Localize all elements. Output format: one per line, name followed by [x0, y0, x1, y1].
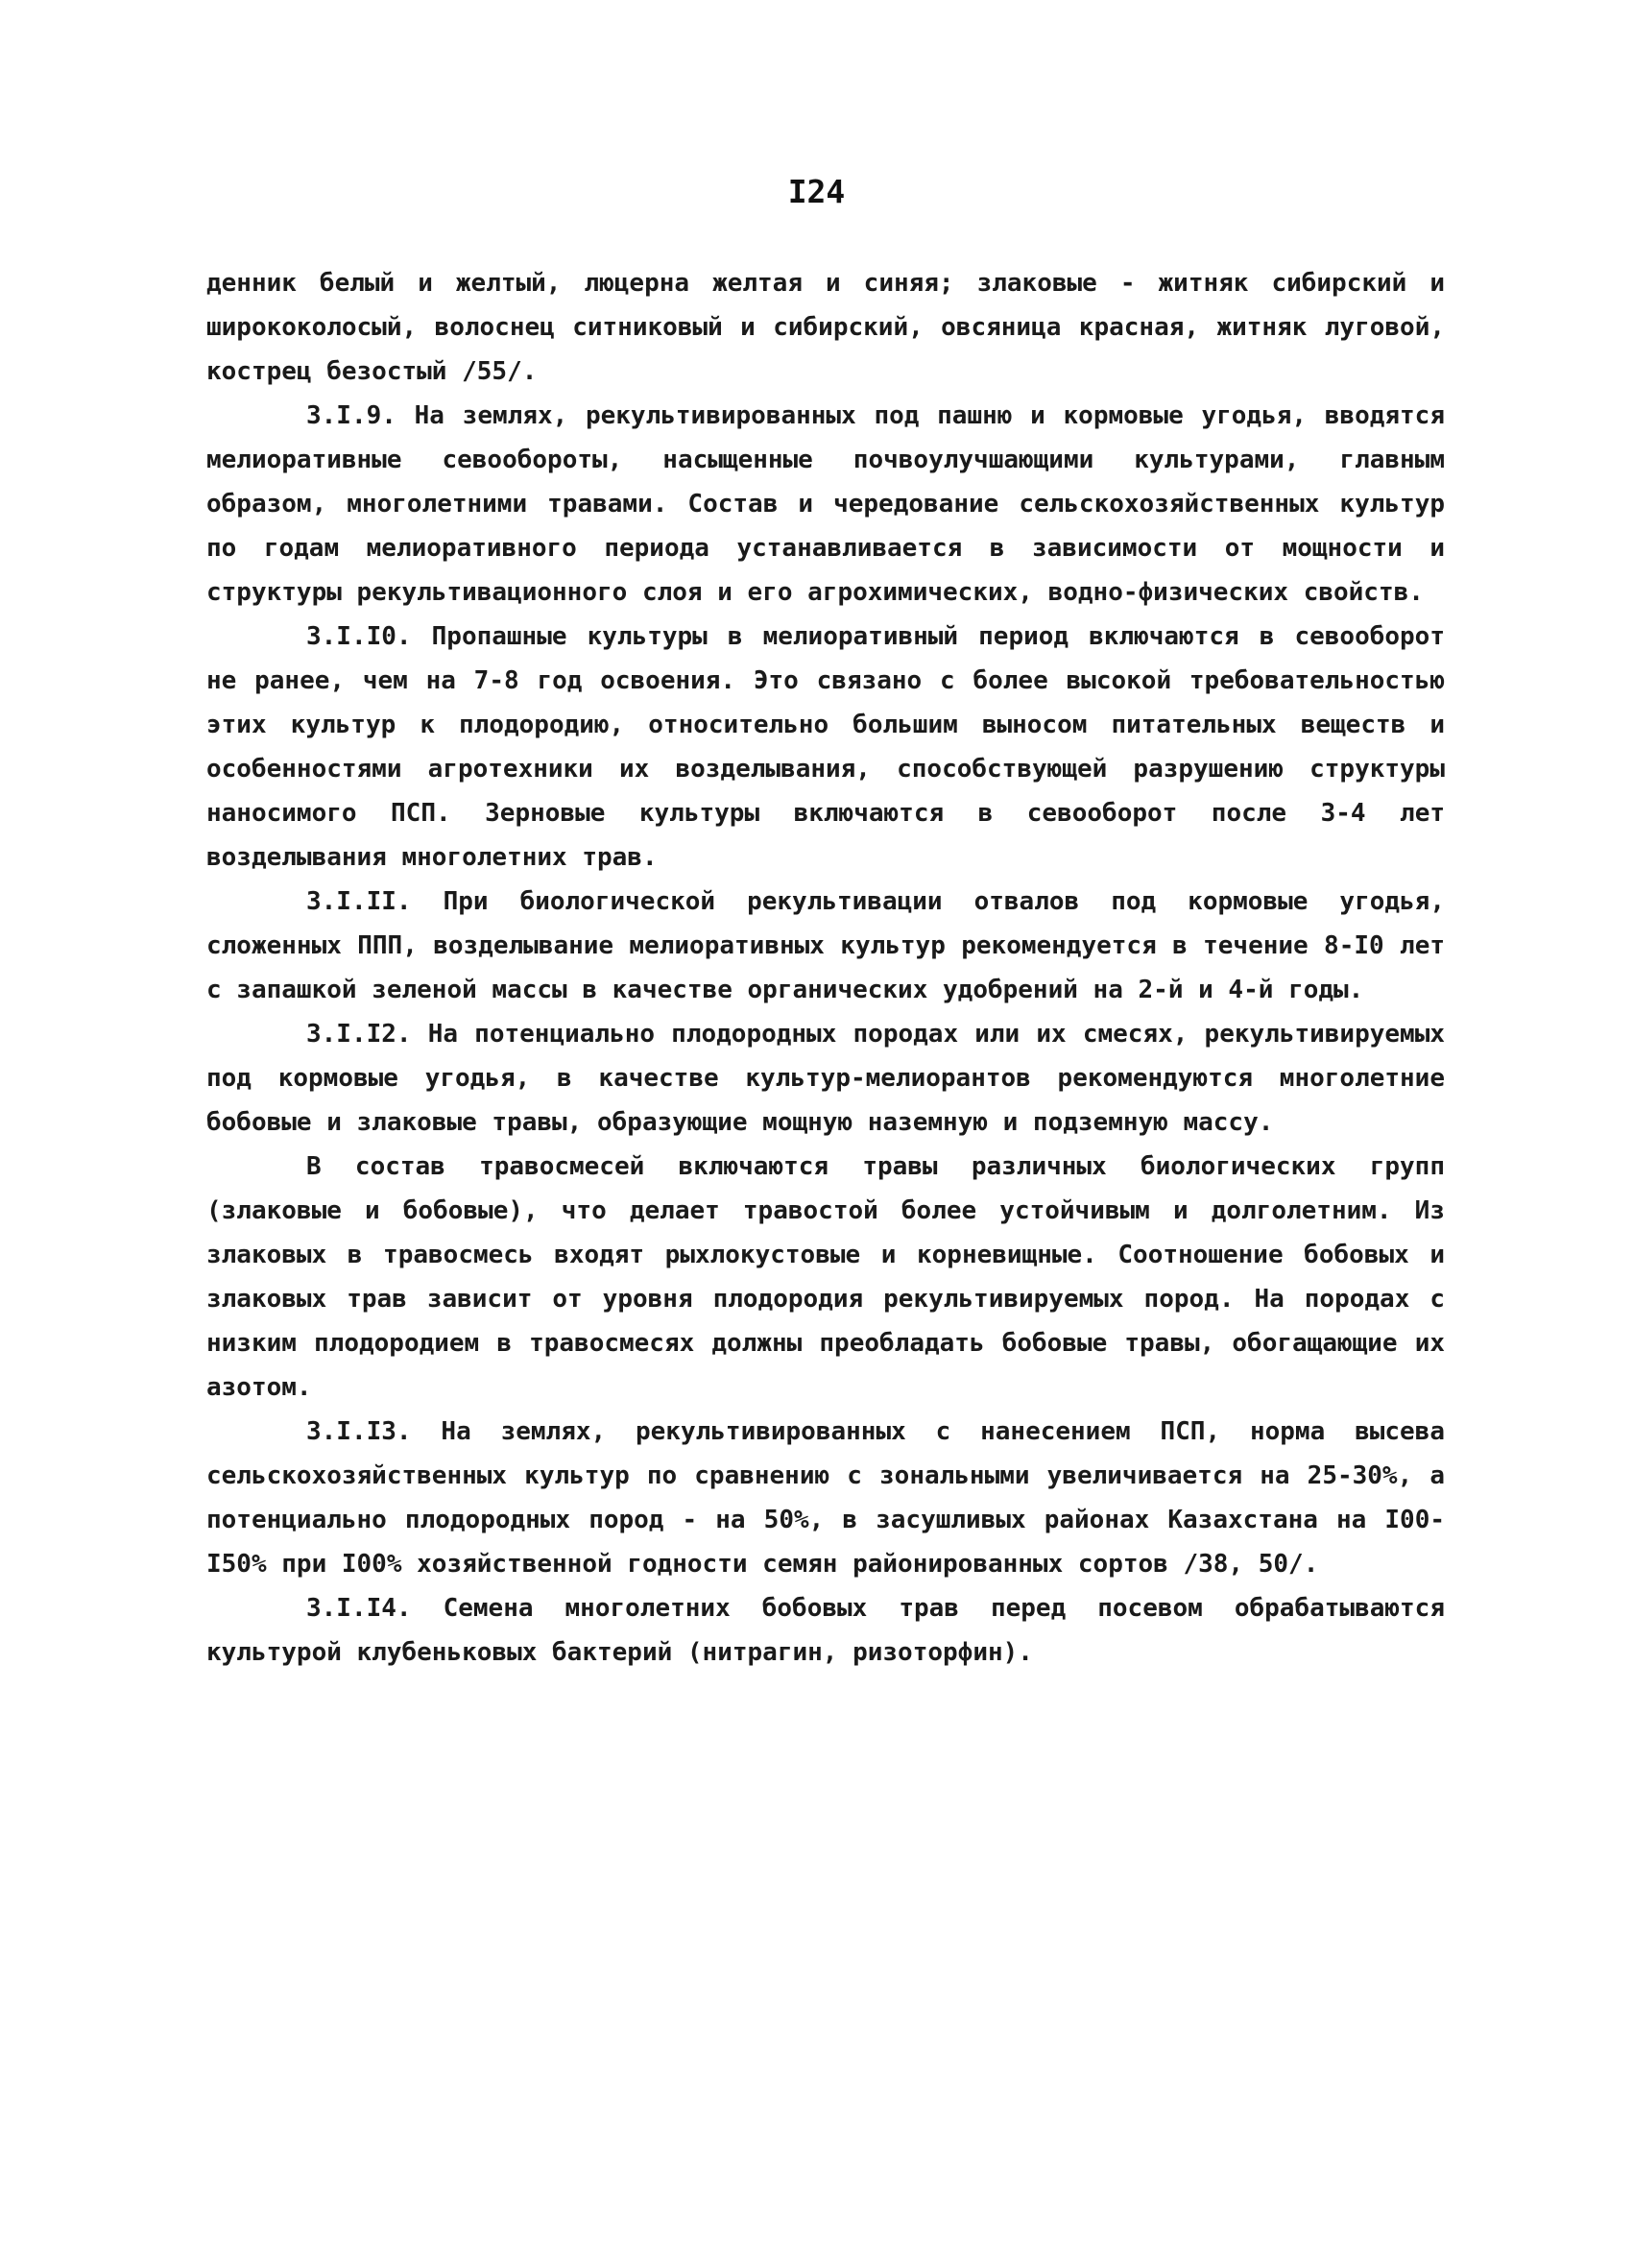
paragraph-grass-mixtures: В состав травосмесей включаются травы различных биологических групп (злаковые и бобовые), что делает травостой более устойчивым и долголетним. Из злаковых в травосмесь входят рыхлокустовые и корневищные. Соотношение бобовых и злаковых трав зависит от уровня плодородия рекультивируемых пород. На породах с низким плодородием в травосмесях должны преобладать бобовые травы, обогащающие их азотом. [206, 1152, 1445, 1402]
body-text [206, 261, 1445, 1675]
paragraph-3-1-10: 3.I.I0. Пропашные культуры в мелиоративный период включаются в севооборот не ранее, чем на 7-8 год освоения. Это связано с более высокой требовательностью этих культур к плодородию, относительно большим выносом питательных веществ и особенностями агротехники их возделывания, способствующей разрушению структуры наносимого ПСП. Зерновые культуры включаются в севооборот после 3-4 лет возделывания многолетних трав. [206, 622, 1445, 872]
paragraph-continuation: денник белый и желтый, люцерна желтая и синяя; злаковые - житняк сибирский и ширококолосый, волоснец ситниковый и сибирский, овсяница красная, житняк луговой, кострец безостый /55/. [206, 269, 1445, 386]
paragraph-3-1-12: 3.I.I2. На потенциально плодородных породах или их смесях, рекультивируемых под кормовые угодья, в качестве культур-мелиорантов рекомендуются многолетние бобовые и злаковые травы, образующие мощную наземную и подземную массу. [206, 1020, 1445, 1137]
paragraph-3-1-11: 3.I.II. При биологической рекультивации отвалов под кормовые угодья, сложенных ППП, возделывание мелиоративных культур рекомендуется в течение 8-I0 лет с запашкой зеленой массы в качестве органических удобрений на 2-й и 4-й годы. [206, 887, 1445, 1004]
paragraph-3-1-14: 3.I.I4. Семена многолетних бобовых трав перед посевом обрабатываются культурой клубеньковых бактерий (нитрагин, ризоторфин). [206, 1594, 1445, 1667]
paragraph-3-1-13: 3.I.I3. На землях, рекультивированных с нанесением ПСП, норма высева сельскохозяйственных культур по сравнению с зональными увеличивается на 25-30%, а потенциально плодородных пород - на 50%, в засушливых районах Казахстана на I00-I50% при I00% хозяйственной годности семян районированных сортов /38, 50/. [206, 1417, 1445, 1579]
page-number: I24 [787, 173, 846, 210]
paragraph-3-1-9: 3.I.9. На землях, рекультивированных под пашню и кормовые угодья, вводятся мелиоративные севообороты, насыщенные почвоулучшающими культурами, главным образом, многолетними травами. Состав и чередование сельскохозяйственных культур по годам мелиоративного периода устанавливается в зависимости от мощности и структуры рекультивационного слоя и его агрохимических, водно-физических свойств. [206, 401, 1445, 607]
